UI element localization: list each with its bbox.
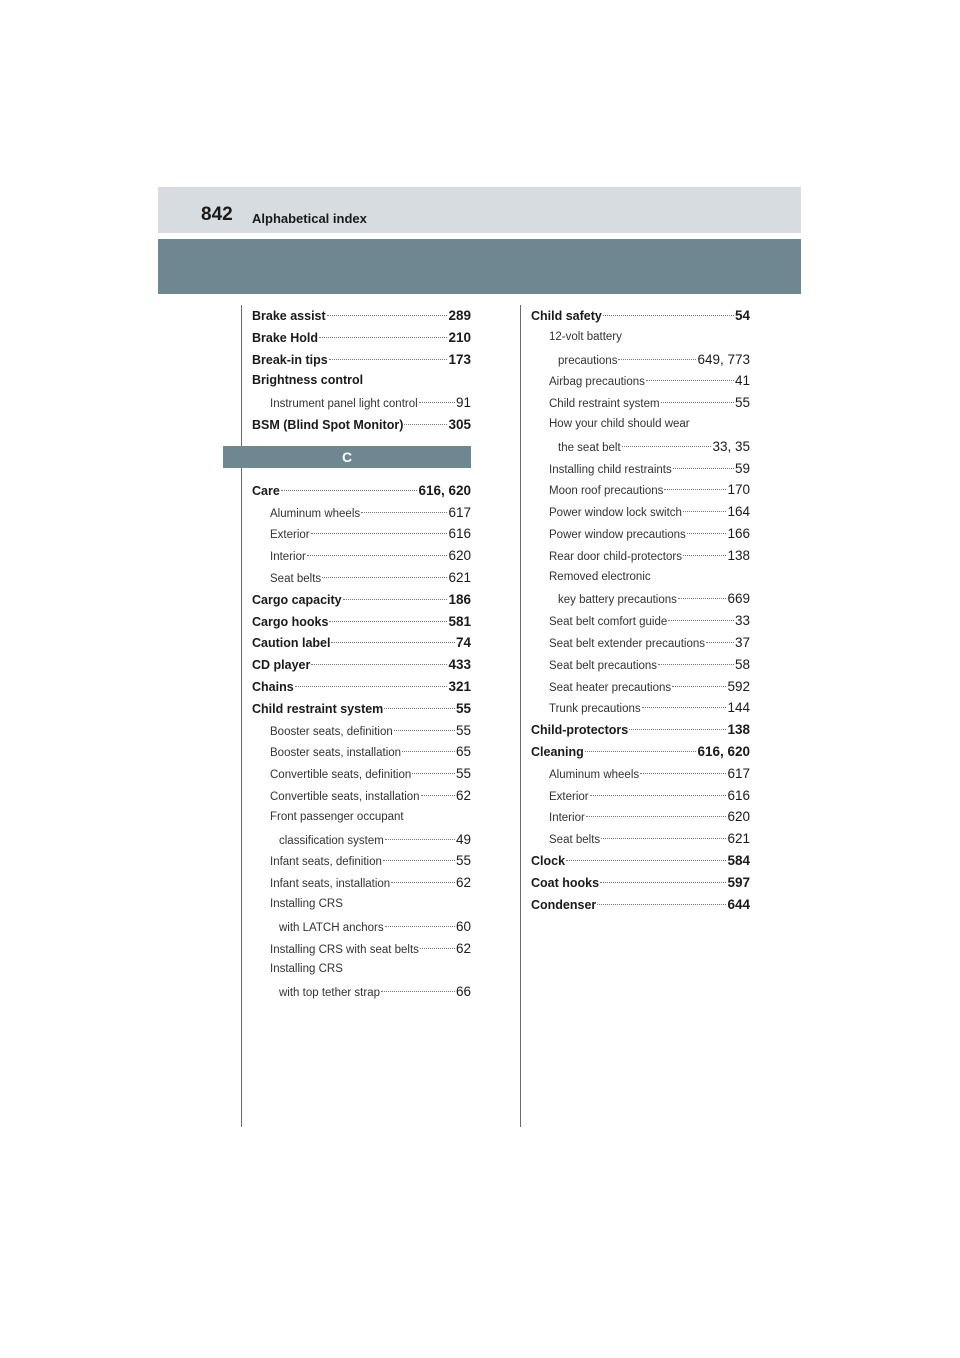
index-entry[interactable] — [252, 654, 471, 676]
index-subentry[interactable] — [252, 567, 471, 589]
leader-dots — [402, 751, 455, 752]
leader-dots — [327, 315, 448, 316]
index-subentry[interactable] — [252, 981, 471, 1003]
entry-page: 620 — [448, 548, 471, 564]
entry-page: 55 — [455, 722, 471, 738]
entry-label: Booster seats, installation — [270, 747, 402, 760]
index-subentry[interactable] — [531, 828, 750, 850]
index-subentry-line1: Installing CRS — [270, 897, 343, 910]
entry-label: Power window precautions — [549, 528, 686, 541]
entry-label: Trunk precautions — [549, 703, 641, 716]
index-subentry[interactable] — [252, 829, 471, 851]
leader-dots — [385, 839, 455, 840]
entry-page: 321 — [448, 678, 471, 694]
entry-label: precautions — [558, 354, 618, 367]
entry-label: Child-protectors — [531, 723, 629, 738]
leader-dots — [661, 402, 734, 403]
entry-page: 644 — [727, 896, 750, 912]
leader-dots — [343, 599, 448, 600]
entry-page: 33, 35 — [712, 438, 750, 454]
entry-page: 166 — [727, 525, 750, 541]
index-subentry[interactable] — [252, 850, 471, 872]
entry-label: Airbag precautions — [549, 376, 645, 389]
entry-page: 91 — [455, 395, 471, 411]
entry-page: 621 — [448, 569, 471, 585]
left-column-rule — [241, 305, 242, 1127]
index-subentry-line1: 12-volt battery — [549, 330, 622, 343]
entry-page: 55 — [455, 700, 471, 716]
leader-dots — [391, 882, 455, 883]
entry-label: Child restraint system — [549, 398, 660, 411]
entry-label: classification system — [279, 834, 384, 847]
index-subentry[interactable] — [531, 392, 750, 414]
leader-dots — [385, 926, 455, 927]
entry-page: 186 — [448, 591, 471, 607]
index-subentry[interactable] — [252, 872, 471, 894]
leader-dots — [307, 555, 448, 556]
entry-label: Seat belt precautions — [549, 659, 658, 672]
leader-dots — [640, 773, 726, 774]
leader-dots — [412, 773, 455, 774]
index-subentry[interactable] — [252, 523, 471, 545]
entry-label: Booster seats, definition — [270, 725, 393, 738]
leader-dots — [566, 860, 726, 861]
page-number: 842 — [201, 204, 233, 225]
index-subentry-line1: Removed electronic — [549, 570, 651, 583]
leader-dots — [673, 468, 734, 469]
leader-dots — [420, 948, 455, 949]
leader-dots — [384, 708, 455, 709]
leader-dots — [329, 359, 448, 360]
index-entry[interactable] — [252, 305, 471, 327]
index-entry[interactable] — [252, 480, 471, 502]
entry-label: Cargo capacity — [252, 592, 342, 607]
entry-label: Care — [252, 483, 280, 498]
entry-label: Infant seats, installation — [270, 878, 391, 891]
entry-page: 55 — [734, 395, 750, 411]
entry-page: 597 — [727, 874, 750, 890]
index-subentry[interactable] — [531, 806, 750, 828]
entry-page: 54 — [734, 308, 750, 323]
leader-dots — [642, 707, 727, 708]
entry-label: Chains — [252, 679, 294, 694]
entry-label: BSM (Blind Spot Monitor) — [252, 417, 404, 432]
index-subentry[interactable] — [531, 697, 750, 719]
entry-page: 59 — [734, 460, 750, 476]
index-subentry[interactable] — [252, 720, 471, 742]
leader-dots — [383, 860, 455, 861]
entry-label: Cleaning — [531, 744, 584, 759]
index-entry[interactable] — [252, 349, 471, 371]
entry-page: 173 — [448, 351, 471, 367]
section-title: Alphabetical index — [252, 211, 367, 226]
entry-page: 617 — [727, 765, 750, 781]
index-subentry[interactable] — [531, 676, 750, 698]
entry-page: 33 — [734, 613, 750, 629]
leader-dots — [421, 795, 455, 796]
entry-label: Interior — [549, 812, 585, 825]
entry-label: Aluminum wheels — [549, 768, 640, 781]
entry-label: Brake assist — [252, 309, 326, 323]
entry-page: 144 — [727, 700, 750, 716]
entry-page: 74 — [455, 635, 471, 651]
leader-dots — [622, 446, 712, 447]
entry-page: 592 — [727, 678, 750, 694]
index-subentry[interactable] — [531, 501, 750, 523]
index-subentry[interactable] — [531, 632, 750, 654]
leader-dots — [683, 555, 727, 556]
entry-page: 65 — [455, 744, 471, 760]
index-subentry[interactable] — [531, 763, 750, 785]
leader-dots — [311, 664, 447, 665]
entry-page: 62 — [455, 940, 471, 956]
leader-dots — [331, 642, 454, 643]
leader-dots — [361, 512, 447, 513]
index-subentry[interactable] — [252, 938, 471, 960]
index-subentry[interactable] — [252, 545, 471, 567]
entry-page: 62 — [455, 787, 471, 803]
entry-page: 62 — [455, 875, 471, 891]
leader-dots — [668, 620, 734, 621]
index-subentry[interactable] — [252, 502, 471, 524]
leader-dots — [319, 337, 447, 338]
entry-page: 584 — [727, 852, 750, 868]
entry-label: Brake Hold — [252, 330, 318, 345]
entry-label: Moon roof precautions — [549, 485, 664, 498]
entry-label: Interior — [270, 551, 306, 564]
entry-page: 581 — [448, 613, 471, 629]
entry-label: Condenser — [531, 897, 597, 912]
entry-page: 58 — [734, 656, 750, 672]
entry-label: Exterior — [549, 790, 589, 803]
index-entry[interactable] — [531, 741, 750, 763]
index-entry[interactable] — [252, 676, 471, 698]
leader-dots — [404, 424, 447, 425]
leader-dots — [603, 315, 734, 316]
index-subentry[interactable] — [531, 610, 750, 632]
entry-page: 37 — [734, 634, 750, 650]
entry-page: 621 — [727, 831, 750, 847]
index-subentry-line1: Installing CRS — [270, 963, 343, 976]
entry-label: Seat belts — [270, 572, 322, 585]
entry-page: 138 — [727, 547, 750, 563]
entry-label: the seat belt — [558, 441, 621, 454]
entry-page: 669 — [727, 591, 750, 607]
index-subentry[interactable] — [531, 349, 750, 371]
entry-page: 616 — [727, 787, 750, 803]
entry-label: Exterior — [270, 529, 310, 542]
leader-dots — [394, 730, 455, 731]
entry-page: 66 — [455, 984, 471, 1000]
entry-page: 210 — [448, 329, 471, 345]
index-subentry[interactable] — [531, 458, 750, 480]
index-subentry[interactable] — [252, 392, 471, 414]
index-entry[interactable] — [252, 611, 471, 633]
right-column-rule — [520, 305, 521, 1127]
index-subentry[interactable] — [531, 785, 750, 807]
leader-dots — [646, 380, 734, 381]
index-subentry[interactable] — [531, 545, 750, 567]
entry-page: 170 — [727, 482, 750, 498]
header-dark-band — [158, 239, 801, 294]
entry-label: Seat belt comfort guide — [549, 616, 668, 629]
entry-label: Cargo hooks — [252, 614, 329, 629]
index-subentry-line1: Front passenger occupant — [270, 810, 404, 823]
entry-page: 305 — [448, 416, 471, 432]
entry-label: Child restraint system — [252, 701, 384, 716]
entry-page: 60 — [455, 918, 471, 934]
index-entry[interactable] — [531, 305, 750, 327]
entry-label: Rear door child-protectors — [549, 550, 682, 563]
index-entry[interactable] — [252, 698, 471, 720]
index-entry[interactable] — [531, 719, 750, 741]
left-index-column — [252, 305, 471, 1003]
entry-label: Seat belt extender precautions — [549, 637, 705, 650]
entry-label: Instrument panel light control — [270, 398, 418, 411]
leader-dots — [322, 577, 447, 578]
leader-dots — [586, 816, 727, 817]
leader-dots — [683, 511, 727, 512]
index-entry[interactable] — [252, 589, 471, 611]
entry-label: Child safety — [531, 309, 602, 323]
entry-page: 616, 620 — [418, 482, 471, 498]
entry-page: 49 — [455, 831, 471, 847]
index-subentry[interactable] — [252, 763, 471, 785]
leader-dots — [597, 904, 726, 905]
entry-label: Convertible seats, installation — [270, 790, 420, 803]
right-index-column — [531, 305, 750, 915]
index-subentry[interactable] — [531, 479, 750, 501]
leader-dots — [618, 359, 696, 360]
leader-dots — [419, 402, 455, 403]
entry-label: Seat heater precautions — [549, 681, 672, 694]
leader-dots — [601, 838, 726, 839]
index-entry[interactable] — [252, 327, 471, 349]
entry-page: 617 — [448, 504, 471, 520]
entry-page: 41 — [734, 373, 750, 389]
index-subentry[interactable] — [531, 654, 750, 676]
leader-dots — [629, 729, 726, 730]
entry-label: with LATCH anchors — [279, 921, 384, 934]
entry-label: Aluminum wheels — [270, 507, 361, 520]
entry-label: CD player — [252, 658, 311, 673]
index-entry[interactable] — [252, 414, 471, 436]
entry-label: Power window lock switch — [549, 507, 682, 520]
entry-label: Installing CRS with seat belts — [270, 943, 419, 956]
leader-dots — [590, 795, 727, 796]
leader-dots — [311, 533, 448, 534]
entry-label: Infant seats, definition — [270, 856, 382, 869]
leader-dots — [706, 642, 734, 643]
index-subentry-line1: How your child should wear — [549, 417, 690, 430]
entry-label: key battery precautions — [558, 594, 677, 607]
index-entry[interactable] — [531, 872, 750, 894]
leader-dots — [381, 991, 455, 992]
index-entry[interactable] — [531, 850, 750, 872]
header-band — [158, 187, 801, 233]
entry-page: 433 — [448, 657, 471, 673]
leader-dots — [678, 598, 727, 599]
index-subentry[interactable] — [531, 370, 750, 392]
entry-label: Coat hooks — [531, 875, 600, 890]
entry-page: 616, 620 — [697, 743, 750, 759]
index-subentry[interactable] — [531, 523, 750, 545]
entry-label: Installing child restraints — [549, 463, 672, 476]
entry-label: Clock — [531, 853, 566, 868]
index-subentry[interactable] — [252, 916, 471, 938]
index-subentry[interactable] — [252, 785, 471, 807]
entry-label: Caution label — [252, 636, 331, 651]
index-entry[interactable] — [252, 632, 471, 654]
leader-dots — [664, 489, 726, 490]
leader-dots — [687, 533, 727, 534]
index-entry[interactable] — [531, 894, 750, 916]
entry-page: 620 — [727, 809, 750, 825]
entry-page: 289 — [448, 308, 471, 323]
leader-dots — [585, 751, 697, 752]
entry-page: 649, 773 — [697, 351, 750, 367]
index-subentry[interactable] — [531, 436, 750, 458]
leader-dots — [329, 621, 447, 622]
index-subentry[interactable] — [252, 741, 471, 763]
index-subentry[interactable] — [531, 588, 750, 610]
entry-label: Convertible seats, definition — [270, 769, 412, 782]
entry-page: 164 — [727, 504, 750, 520]
entry-page: 55 — [455, 766, 471, 782]
index-heading: Brightness control — [252, 373, 364, 388]
entry-label: Seat belts — [549, 834, 601, 847]
leader-dots — [295, 686, 448, 687]
entry-page: 55 — [455, 853, 471, 869]
leader-dots — [281, 490, 418, 491]
letter-section-header: C — [223, 446, 471, 468]
entry-page: 138 — [727, 722, 750, 738]
leader-dots — [600, 882, 726, 883]
leader-dots — [672, 686, 726, 687]
entry-label: Break-in tips — [252, 352, 328, 367]
entry-label: with top tether strap — [279, 987, 380, 1000]
leader-dots — [658, 664, 734, 665]
entry-page: 616 — [448, 526, 471, 542]
